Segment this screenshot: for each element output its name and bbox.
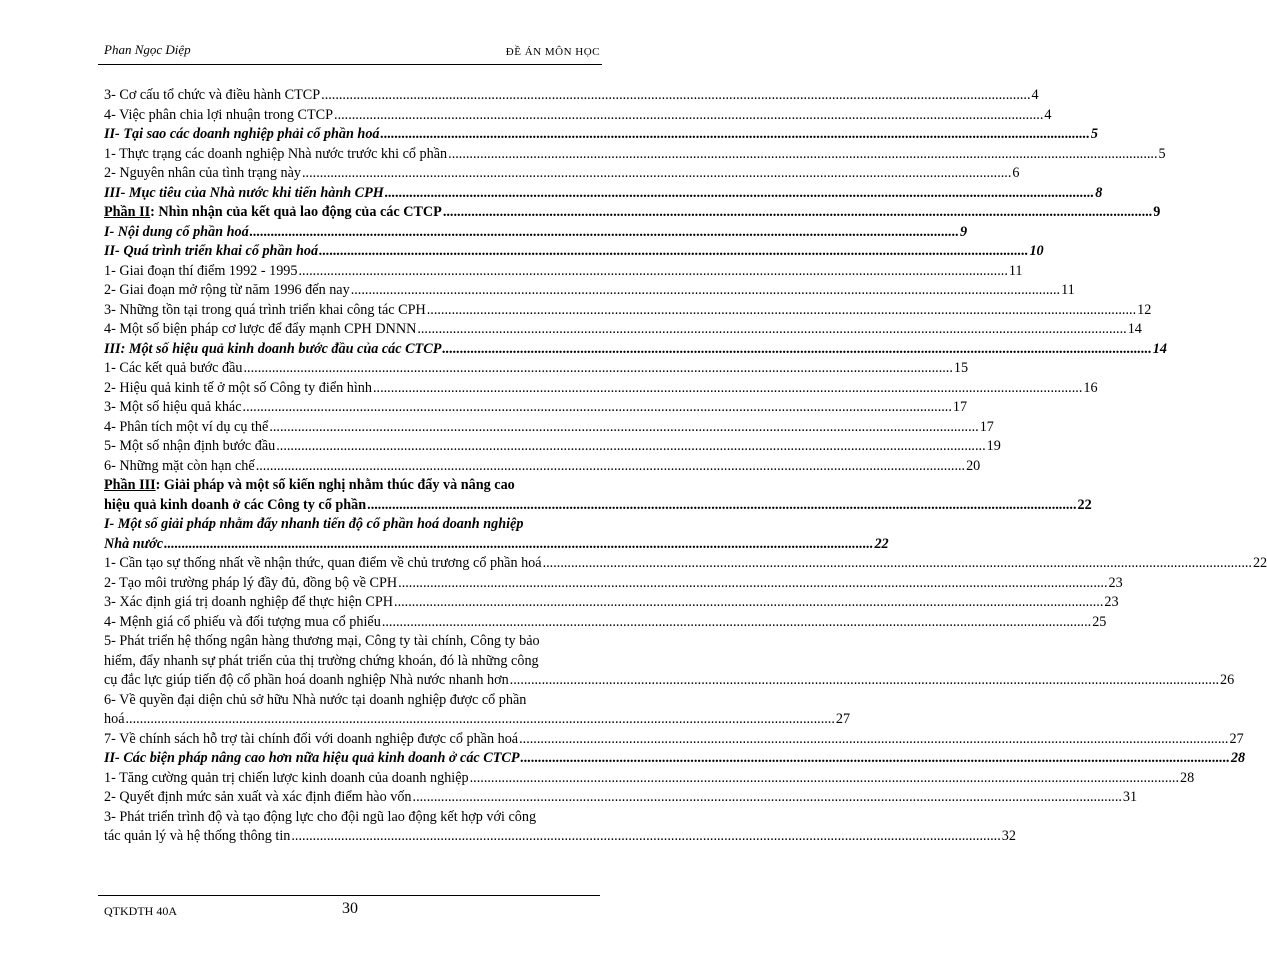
- toc-entry-text: 1- Cần tạo sự thống nhất về nhận thức, quan điểm về chủ trương cổ phần hoá: [104, 555, 542, 571]
- toc-leader-dots: [334, 106, 1043, 126]
- toc-entry: [104, 574, 1123, 594]
- toc-page-number: 4: [1031, 87, 1039, 103]
- toc-entry: [104, 340, 1167, 360]
- toc-leader-dots: [276, 437, 985, 457]
- header-author: Phan Ngọc Diệp: [104, 42, 191, 57]
- toc-entry: [104, 125, 1098, 145]
- toc-leader-dots: [243, 398, 952, 418]
- toc-page-number: 22: [1252, 555, 1267, 571]
- toc-page-number: 12: [1137, 301, 1152, 318]
- toc-leader-dots: [373, 379, 1082, 399]
- toc-entry: [104, 769, 1195, 789]
- toc-entry-text: 2- Giai đoạn mở rộng từ năm 1996 đến nay: [104, 282, 350, 298]
- toc-entry-text: II- Tại sao các doanh nghiệp phải cổ phần hoá: [104, 126, 380, 142]
- toc-entry-text: 1- Giai đoạn thí điểm 1992 - 1995: [104, 262, 298, 279]
- toc-leader-dots: [302, 164, 1011, 184]
- toc-entry-text: 5- Một số nhận định bước đầu: [104, 438, 276, 454]
- toc-entry: [104, 223, 968, 243]
- toc-entry: [104, 145, 1166, 165]
- toc-entry: [104, 164, 1020, 184]
- toc-leader-dots: [269, 418, 978, 438]
- toc-leader-dots: [543, 554, 1252, 574]
- toc-entry-text: 2- Tạo môi trường pháp lý đầy đủ, đồng bộ về CPH: [104, 574, 398, 591]
- toc-page-number: 23: [1108, 574, 1123, 591]
- toc-page-number: 14: [1152, 340, 1167, 357]
- toc-entry-text: 1- Tăng cường quản trị chiến lược kinh doanh của doanh nghiệp: [104, 769, 469, 786]
- toc-leader-dots: [381, 125, 1090, 145]
- footer-page-number: 30: [342, 900, 358, 917]
- toc-leader-dots: [164, 535, 873, 555]
- toc-entry-text: Phần III: Giải pháp và một số kiến nghị nhằm thúc đẩy và nâng cao: [104, 477, 515, 493]
- footer-class-code: QTKDTH 40A: [104, 904, 177, 918]
- toc-leader-dots: [443, 203, 1152, 223]
- toc-entry: [104, 476, 1092, 515]
- toc-entry: [104, 730, 1244, 750]
- toc-entry-text: 1- Thực trạng các doanh nghiệp Nhà nước trước khi cổ phần: [104, 145, 448, 162]
- toc-page-number: 19: [986, 438, 1001, 454]
- toc-page-number: 20: [966, 457, 981, 474]
- toc-entry-text: tác quản lý và hệ thống thông tin: [104, 828, 291, 844]
- toc-entry-text: hiểm, đẩy nhanh sự phát triển của thị trường chứng khoán, đó là những công: [104, 652, 539, 669]
- toc-leader-dots: [250, 223, 959, 243]
- toc-page-number: 10: [1029, 243, 1044, 259]
- toc-leader-dots: [321, 86, 1030, 106]
- toc-leader-dots: [427, 301, 1136, 321]
- toc-page-number: 22: [874, 535, 889, 552]
- toc-entry: [104, 301, 1152, 321]
- toc-leader-dots: [442, 340, 1151, 360]
- toc-entry: [104, 749, 1246, 769]
- toc-page-number: 16: [1083, 379, 1098, 396]
- toc-leader-dots: [448, 145, 1157, 165]
- toc-page-number: 8: [1095, 184, 1103, 201]
- toc-entry-text: 3- Phát triển trình độ và tạo động lực cho đội ngũ lao động kết hợp với công: [104, 808, 537, 825]
- toc-entry: [104, 262, 1023, 282]
- toc-leader-dots: [256, 457, 965, 477]
- toc-entry-text: 1- Các kết quả bước đầu: [104, 360, 243, 376]
- toc-entry: [104, 515, 889, 554]
- toc-page-number: 32: [1001, 828, 1016, 844]
- toc-entry: [104, 86, 1039, 106]
- toc-entry-text: 3- Những tồn tại trong quá trình triển khai công tác CPH: [104, 301, 426, 318]
- toc-entry: [104, 457, 981, 477]
- toc-leader-dots: [367, 496, 1076, 516]
- toc-entry-text: 3- Xác định giá trị doanh nghiệp để thực hiện CPH: [104, 594, 394, 610]
- toc-entry-text: 2- Quyết định mức sản xuất và xác định điểm hào vốn: [104, 789, 412, 805]
- toc-entry: [104, 106, 1052, 126]
- toc-leader-dots: [521, 749, 1230, 769]
- toc-entry: [104, 242, 1044, 262]
- toc-page-number: 28: [1230, 750, 1246, 766]
- toc-entry-text: 4- Việc phân chia lợi nhuận trong CTCP: [104, 106, 334, 123]
- toc-page-number: 26: [1220, 672, 1235, 688]
- toc-page-number: 9: [960, 223, 968, 240]
- toc-entry: [104, 281, 1075, 301]
- toc-page-number: 27: [1229, 730, 1244, 747]
- toc-entry: [104, 320, 1142, 340]
- toc-leader-dots: [510, 671, 1219, 691]
- toc-page-number: 15: [953, 360, 969, 376]
- toc-entry-text: 4- Mệnh giá cổ phiếu và đối tượng mua cổ phiếu: [104, 613, 381, 630]
- toc-entry-text: I- Nội dung cổ phần hoá: [104, 223, 249, 240]
- toc-entry: [104, 691, 851, 730]
- toc-entry-text: III- Mục tiêu của Nhà nước khi tiến hành CPH: [104, 184, 384, 201]
- toc-page-number: 5: [1158, 145, 1166, 162]
- toc-entry: [104, 613, 1107, 633]
- toc-page-number: 17: [979, 418, 994, 435]
- toc-entry: [104, 184, 1103, 204]
- toc-entry-text: 2- Nguyên nhân của tình trạng này: [104, 165, 301, 181]
- toc-leader-dots: [417, 320, 1126, 340]
- toc-entry: [104, 788, 1138, 808]
- toc-leader-dots: [394, 593, 1103, 613]
- toc-entry-text: Phần II: Nhìn nhận của kết quả lao động của các CTCP: [104, 204, 442, 220]
- toc-entry-text: II- Các biện pháp nâng cao hơn nữa hiệu quả kinh doanh ở các CTCP: [104, 750, 520, 766]
- toc-entry: [104, 632, 1235, 691]
- toc-entry-text: 7- Về chính sách hỗ trợ tài chính đối với doanh nghiệp được cổ phần hoá: [104, 730, 519, 747]
- toc-entry: [104, 379, 1098, 399]
- toc-leader-dots: [382, 613, 1091, 633]
- toc-leader-dots: [291, 827, 1000, 847]
- toc-leader-dots: [298, 262, 1007, 282]
- toc-entry-text: 6- Những mặt còn hạn chế: [104, 457, 255, 474]
- toc-leader-dots: [398, 574, 1107, 594]
- toc-entry-text: II- Quá trình triển khai cổ phần hoá: [104, 243, 319, 259]
- table-of-contents: [104, 86, 1267, 847]
- toc-page-number: 5: [1090, 126, 1098, 142]
- toc-leader-dots: [470, 769, 1179, 789]
- toc-leader-dots: [413, 788, 1122, 808]
- toc-entry-text: hoá: [104, 711, 125, 727]
- toc-page-number: 11: [1061, 282, 1075, 298]
- toc-entry-text: 5- Phát triển hệ thống ngân hàng thương mại, Công ty tài chính, Công ty bảo: [104, 633, 540, 649]
- toc-entry-text: Nhà nước: [104, 535, 164, 552]
- toc-entry: [104, 437, 1001, 457]
- toc-entry-text: 4- Phân tích một ví dụ cụ thể: [104, 418, 269, 435]
- toc-page-number: 25: [1092, 613, 1107, 630]
- toc-entry: [104, 808, 1016, 847]
- toc-page-number: 6: [1012, 165, 1020, 181]
- toc-page-number: 17: [952, 399, 968, 415]
- toc-entry-text: 3- Cơ cấu tổ chức và điều hành CTCP: [104, 87, 321, 103]
- toc-entry-text: 2- Hiệu quả kinh tế ở một số Công ty điển hình: [104, 379, 372, 396]
- toc-page-number: 23: [1104, 594, 1119, 610]
- toc-page-number: 22: [1077, 496, 1092, 513]
- toc-page-number: 4: [1044, 106, 1052, 123]
- toc-leader-dots: [126, 710, 835, 730]
- toc-leader-dots: [319, 242, 1028, 262]
- toc-entry-text: 6- Về quyền đại diện chủ sở hữu Nhà nước tại doanh nghiệp được cổ phần: [104, 691, 527, 708]
- toc-page-number: 27: [835, 711, 851, 727]
- toc-entry-text: hiệu quả kinh doanh ở các Công ty cổ phần: [104, 496, 367, 513]
- toc-entry-text: cụ đắc lực giúp tiến độ cổ phần hoá doanh nghiệp Nhà nước nhanh hơn: [104, 672, 509, 688]
- toc-entry: [104, 593, 1119, 613]
- toc-entry: [104, 398, 968, 418]
- toc-entry-text: III: Một số hiệu quả kinh doanh bước đầu của các CTCP: [104, 340, 442, 357]
- toc-entry: [104, 203, 1161, 223]
- toc-entry: [104, 554, 1267, 574]
- toc-leader-dots: [351, 281, 1060, 301]
- toc-leader-dots: [519, 730, 1228, 750]
- toc-page-number: 11: [1008, 262, 1023, 279]
- toc-entry: [104, 418, 994, 438]
- toc-leader-dots: [385, 184, 1094, 204]
- toc-page-number: 14: [1127, 321, 1142, 337]
- toc-entry-text: 4- Một số biện pháp cơ lược để đẩy mạnh CPH DNNN: [104, 321, 417, 337]
- header-rule: [98, 64, 602, 65]
- toc-page-number: 31: [1122, 789, 1138, 805]
- header-doc-type: ĐỀ ÁN MÔN HỌC: [505, 46, 600, 58]
- toc-page-number: 9: [1153, 204, 1161, 220]
- footer-rule: [98, 895, 600, 896]
- toc-entry: [104, 359, 969, 379]
- toc-entry-text: I- Một số giải pháp nhằm đẩy nhanh tiến độ cổ phần hoá doanh nghiệp: [104, 516, 524, 532]
- toc-page-number: 28: [1180, 769, 1195, 786]
- toc-entry-text: 3- Một số hiệu quả khác: [104, 399, 242, 415]
- toc-leader-dots: [244, 359, 953, 379]
